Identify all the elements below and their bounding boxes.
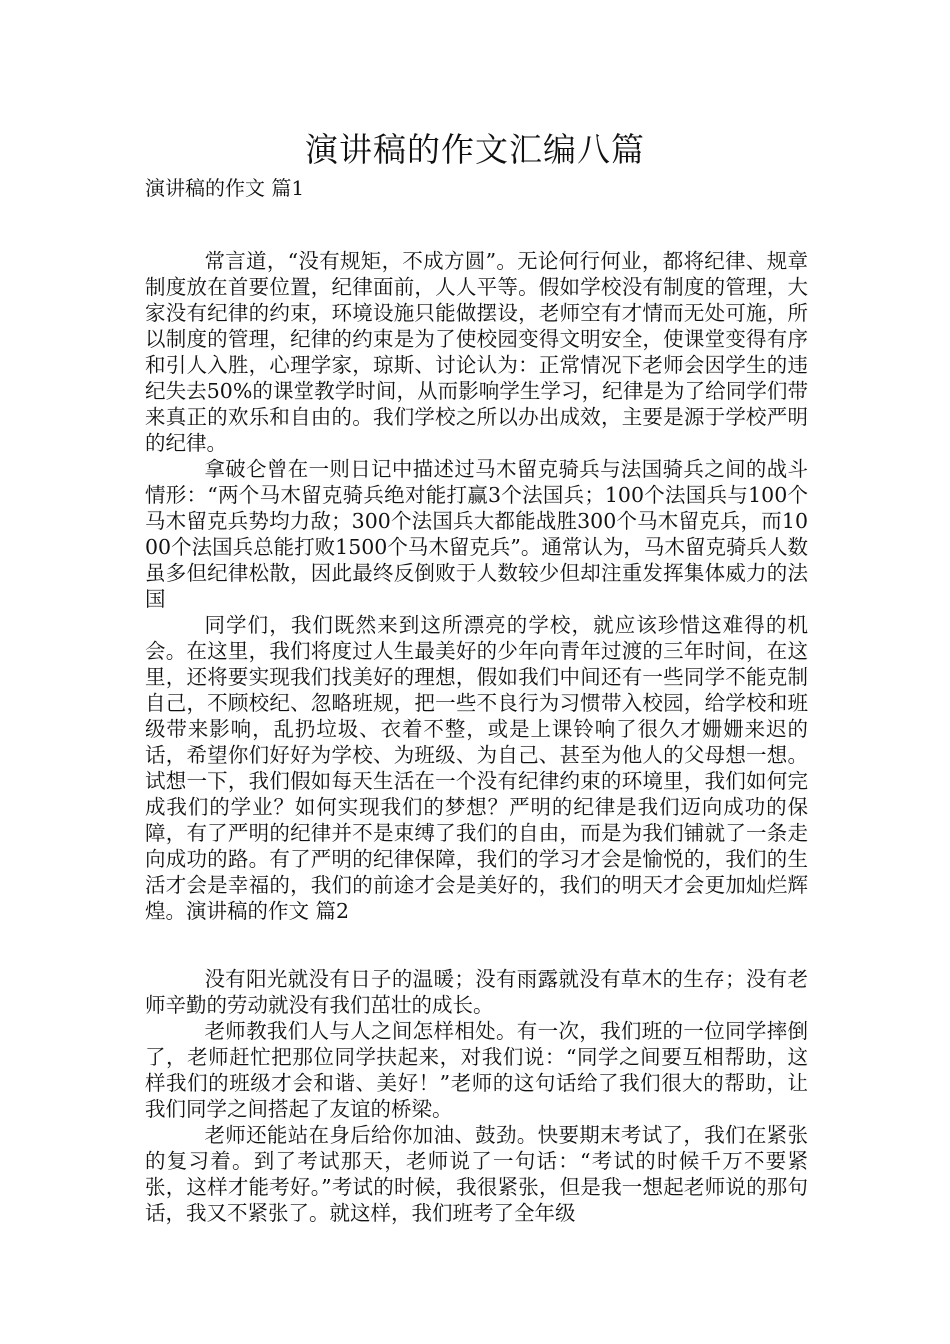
section-1-heading: 演讲稿的作文 篇1	[145, 176, 305, 200]
paragraph	[145, 612, 808, 924]
section-2-heading: 演讲稿的作文 篇2	[186, 899, 350, 923]
paragraph: 拿破仑曾在一则日记中描述过马木留克骑兵与法国骑兵之间的战斗情形：“两个马木留克骑兵绝对能打赢3个法国兵；100个法国兵与100个马木留克兵势均力敌；300个法国兵大都能战胜300个马木留克兵，而1000个法国兵总能打败1500个马木留克兵”。通常认为，马木留克骑兵人数虽多但纪律松散，因此最终反倒败于人数较少但却注重发挥集体威力的法国	[145, 457, 808, 611]
section-2-body	[145, 966, 808, 1226]
paragraph: 没有阳光就没有日子的温暖；没有雨露就没有草木的生存；没有老师辛勤的劳动就没有我们茁壮的成长。	[145, 967, 808, 1017]
document-title: 演讲稿的作文汇编八篇	[305, 130, 645, 169]
paragraph: 老师教我们人与人之间怎样相处。有一次，我们班的一位同学摔倒了，老师赶忙把那位同学扶起来，对我们说：“同学之间要互相帮助，这样我们的班级才会和谐、美好！”老师的这句话给了我们很大的帮助，让我们同学之间搭起了友谊的桥梁。	[145, 1019, 808, 1121]
section-1-body	[145, 248, 808, 924]
paragraph-text: 同学们，我们既然来到这所漂亮的学校，就应该珍惜这难得的机会。在这里，我们将度过人生最美好的少年向青年过渡的三年时间，在这里，还将要实现我们找美好的理想，假如我们中间还有一些同学不能克制自己，不顾校纪、忽略班规，把一些不良行为习惯带入校园，给学校和班级带来影响，乱扔垃圾、衣着不整，或是上课铃响了很久才姗姗来迟的话，希望你们好好为学校、为班级、为自己、甚至为他人的父母想一想。试想一下，我们假如每天生活在一个没有纪律约束的环境里，我们如何完成我们的学业？如何实现我们的梦想？严明的纪律是我们迈向成功的保障，有了严明的纪律并不是束缚了我们的自由，而是为我们铺就了一条走向成功的路。有了严明的纪律保障，我们的学习才会是愉悦的，我们的生活才会是幸福的，我们的前途才会是美好的，我们的明天才会更加灿烂辉煌。	[145, 613, 808, 923]
paragraph: 老师还能站在身后给你加油、鼓劲。快要期末考试了，我们在紧张的复习着。到了考试那天，老师说了一句话：“考试的时候千万不要紧张，这样才能考好。”考试的时候，我很紧张，但是我一想起老师说的那句话，我又不紧张了。就这样，我们班考了全年级	[145, 1123, 808, 1225]
paragraph: 常言道，“没有规矩，不成方圆”。无论何行何业，都将纪律、规章制度放在首要位置，纪律面前，人人平等。假如学校没有制度的管理，大家没有纪律的约束，环境设施只能做摆设，老师空有才情而无处可施，所以制度的管理，纪律的约束是为了使校园变得文明安全，使课堂变得有序和引人入胜，心理学家，琼斯、讨论认为：正常情况下老师会因学生的违纪失去50%的课堂教学时间，从而影响学生学习，纪律是为了给同学们带来真正的欢乐和自由的。我们学校之所以办出成效，主要是源于学校严明的纪律。	[145, 249, 808, 455]
